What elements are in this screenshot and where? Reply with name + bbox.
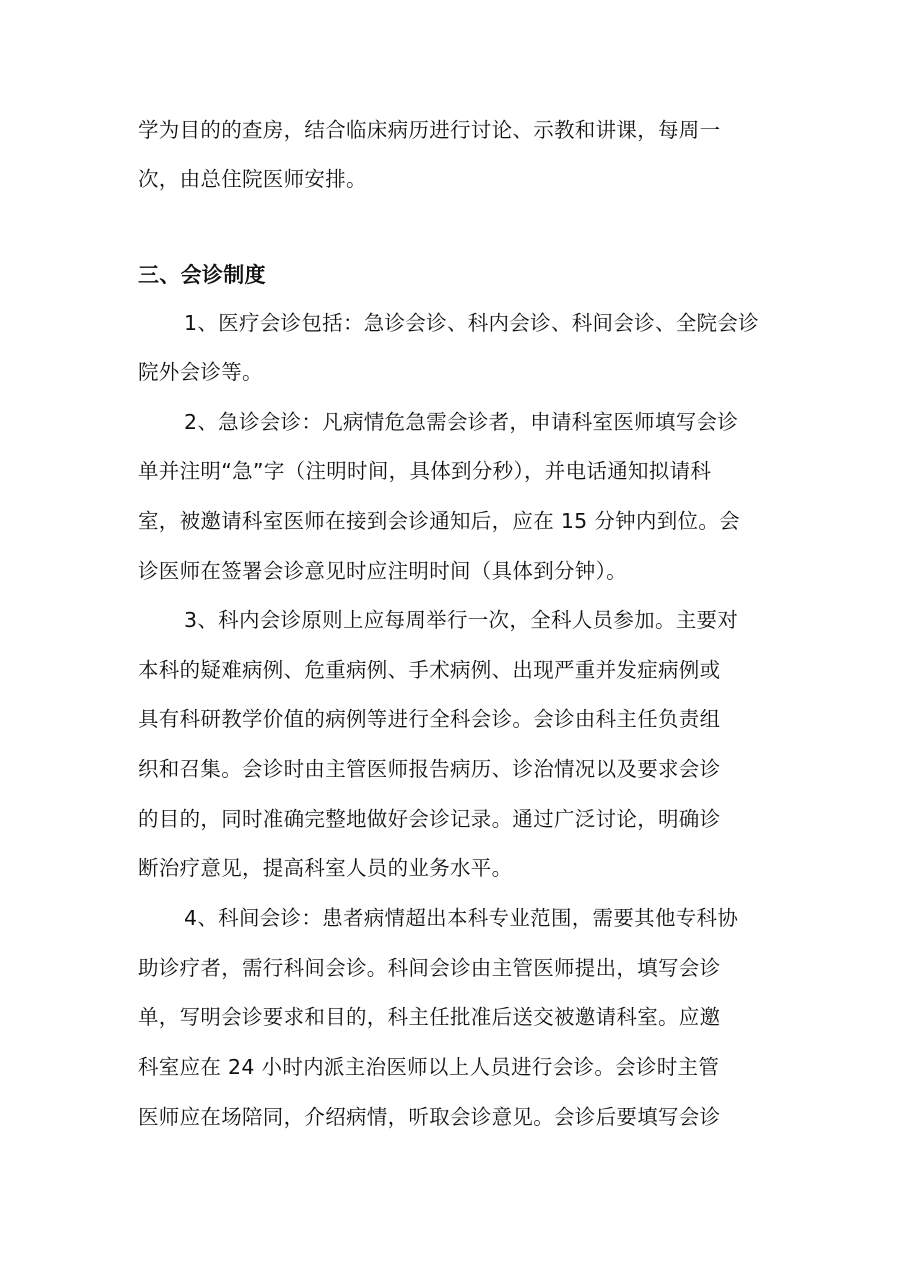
paragraph-line: 科室应在 24 小时内派主治医师以上人员进行会诊。会诊时主管 [138, 1055, 720, 1079]
paragraph-line: 室，被邀请科室医师在接到会诊通知后，应在 15 分钟内到位。会 [138, 509, 740, 533]
paragraph-line: 1、医疗会诊包括：急诊会诊、科内会诊、科间会诊、全院会诊 [184, 311, 759, 335]
paragraph-line: 医师应在场陪同，介绍病情，听取会诊意见。会诊后要填写会诊 [138, 1105, 721, 1129]
paragraph-line: 本科的疑难病例、危重病例、手术病例、出现严重并发症病例或 [138, 658, 721, 682]
paragraph-line: 织和召集。会诊时由主管医师报告病历、诊治情况以及要求会诊 [138, 757, 721, 781]
paragraph-line: 助诊疗者，需行科间会诊。科间会诊由主管医师提出，填写会诊 [138, 956, 721, 980]
paragraph-line: 次，由总住院医师安排。 [138, 167, 367, 191]
paragraph-line: 3、科内会诊原则上应每周举行一次，全科人员参加。主要对 [184, 608, 739, 632]
paragraph-line: 断治疗意见，提高科室人员的业务水平。 [138, 856, 513, 880]
paragraph-line: 院外会诊等。 [138, 360, 263, 384]
paragraph-line: 诊医师在签署会诊意见时应注明时间（具体到分钟）。 [138, 559, 627, 583]
paragraph-line: 的目的，同时准确完整地做好会诊记录。通过广泛讨论，明确诊 [138, 807, 721, 831]
paragraph-line: 具有科研教学价值的病例等进行全科会诊。会诊由科主任负责组 [138, 707, 721, 731]
paragraph-line: 2、急诊会诊：凡病情危急需会诊者，申请科室医师填写会诊 [184, 410, 739, 434]
paragraph-line: 单并注明“急”字（注明时间，具体到分秒），并电话通知拟请科 [138, 459, 712, 483]
paragraph-line: 4、科间会诊：患者病情超出本科专业范围，需要其他专科协 [184, 906, 739, 930]
section-heading: 三、会诊制度 [138, 263, 266, 287]
paragraph-line: 学为目的的查房，结合临床病历进行讨论、示教和讲课，每周一 [138, 118, 721, 142]
paragraph-line: 单，写明会诊要求和目的，科主任批准后送交被邀请科室。应邀 [138, 1005, 721, 1029]
